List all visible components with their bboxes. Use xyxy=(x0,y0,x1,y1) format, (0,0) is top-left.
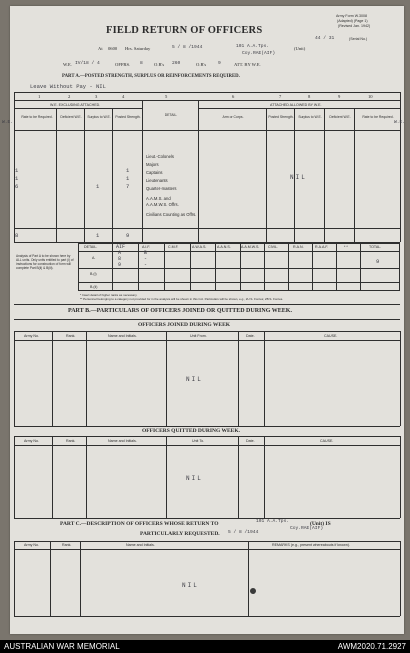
analysis-col-aamws: A.A.M.W.S. xyxy=(241,245,260,249)
col-number-7: 7 xyxy=(279,94,282,99)
joined-col-name: Name and Initials. xyxy=(108,334,137,338)
part-c-nil: NIL xyxy=(182,582,199,589)
analysis-col-aans: A.A.N.S. xyxy=(217,245,231,249)
analysis-col-cmf: C.M.F. xyxy=(168,245,179,249)
analysis-col-ran: R.A.N. xyxy=(293,245,304,249)
part-c-unit: 101 A.A.Tps. xyxy=(256,519,290,524)
quitted-col-cause: CAUSE. xyxy=(320,439,334,443)
header-posted-strength: Posted Strength. xyxy=(115,115,141,119)
joined-col-unit-from: Unit From. xyxy=(190,334,207,338)
analysis-col-total: TOTAL. xyxy=(369,245,382,249)
analysis-total-value: 9 xyxy=(376,258,380,265)
rank-aamws: A.A.M.W.S. Offrs. xyxy=(146,202,179,207)
or-label-2: O.R's xyxy=(196,62,207,67)
header-posted-strength-2: Posted Strength. xyxy=(268,115,294,119)
header-surplus: Surplus to W.E. xyxy=(87,115,111,119)
analysis-row-bii: B.(ii) xyxy=(90,285,98,289)
attached-nil: NIL xyxy=(290,174,307,181)
hrs-label: Hrs. Saturday xyxy=(125,46,151,51)
header-rate-required: Rate to be Required. xyxy=(21,115,53,119)
surplus-value-1: 1 xyxy=(96,183,100,190)
analysis-detail-label: DETAIL. xyxy=(84,245,98,249)
analysis-b-letter: B xyxy=(144,250,148,256)
part-c-title-b: (Unit) IS xyxy=(310,521,331,527)
analysis-col-civil: CIVIL. xyxy=(268,245,278,249)
unit-value: 101 A.A.Tps. xyxy=(236,44,270,49)
ink-blot xyxy=(250,588,256,594)
date-value: 5 / 8 /1944 xyxy=(172,45,203,50)
header-deficient-2: Deficient W.E. xyxy=(329,115,351,119)
unit-label: (Unit) xyxy=(294,46,306,51)
header-deficient: Deficient W.E. xyxy=(60,115,82,119)
offrs-label: OFFRS. xyxy=(115,62,131,67)
quitted-col-rank: Rank. xyxy=(66,439,76,443)
rank-lieutenants: Lieutenants xyxy=(146,178,168,183)
analysis-col-aif: A.I.F. xyxy=(142,245,151,249)
analysis-a-dash: - xyxy=(144,256,148,262)
posted-value-3: 7 xyxy=(126,183,130,190)
caption-left: AUSTRALIAN WAR MEMORIAL xyxy=(4,642,120,651)
rank-lieut-colonels: Lieut.-Colonels xyxy=(146,154,174,159)
part-c-title: PART C.—DESCRIPTION OF OFFICERS WHOSE RETURN TO xyxy=(60,521,219,527)
form-id-line2: (Adapted) (Page 1) xyxy=(337,19,368,23)
unit-sub-value: Coy.RAE(AIF) xyxy=(242,51,276,56)
header-rate-required-2: Rate to be Required. xyxy=(362,115,394,119)
analysis-row-bi: B.(i) xyxy=(90,272,97,276)
part-c-col-army-no: Army No. xyxy=(24,543,39,547)
analysis-row-a: A. xyxy=(92,256,96,260)
col1-value-2: 1 xyxy=(15,175,19,182)
rank-aams: A.A.M.S. and xyxy=(146,196,171,201)
attached-allowed-header: ATTACHED ALLOWED BY W.E. xyxy=(270,103,322,107)
posted-value-2: 1 xyxy=(126,175,130,182)
or2-value: 9 xyxy=(218,61,221,66)
analysis-b-dash: - xyxy=(144,262,148,268)
quitted-col-army-no: Army No. xyxy=(24,439,39,443)
page-title: FIELD RETURN OF OFFICERS xyxy=(106,25,263,36)
part-c-col-name: Name and Initials. xyxy=(126,543,155,547)
rank-civilians: Civilians Counting as Offrs. xyxy=(146,212,197,217)
part-c-particularly: PARTICULARLY REQUESTED. xyxy=(140,531,220,537)
form-id-line3: (Revised Jan. 1942) xyxy=(338,24,371,28)
footnote-2: ** Personnel belonging to a category not provided for in the analysis will be shown in this Col. Particulars will be shown, e.g., 2U.S. Forces; 2B.S. Forces. xyxy=(80,297,284,301)
part-b-title: PART B.—PARTICULARS OF OFFICERS JOINED OR QUITTED DURING WEEK. xyxy=(68,308,292,314)
joined-col-cause: CAUSE. xyxy=(324,334,338,338)
rank-captains: Captains xyxy=(146,170,163,175)
rank-quarter-masters: Quarter-masters xyxy=(146,186,177,191)
or-value: 260 xyxy=(172,61,181,66)
caption-right: AWM2020.71.2927 xyxy=(337,642,406,651)
total-col1: 8 xyxy=(15,232,19,239)
analysis-b-aif: 9 xyxy=(118,262,122,268)
att-label: ATT. BY W.E. xyxy=(234,62,261,67)
header-arm-corps: Arm or Corps. xyxy=(222,115,244,119)
analysis-col-raaf: R.A.A.F. xyxy=(315,245,329,249)
col-number-9: 9 xyxy=(338,94,341,99)
joined-col-rank: Rank. xyxy=(66,334,76,338)
analysis-note: Analysis of Part A to be shown here by ALL units. Only units entitled to part (i) of instructions for construction of form will complete Part B(ii) & B(iii). xyxy=(16,254,74,270)
quitted-col-unit-to: Unit To. xyxy=(192,439,205,443)
col-number-10: 10 xyxy=(368,94,373,99)
analysis-a-aif: 8 xyxy=(118,256,122,262)
col-number-3: 3 xyxy=(95,94,98,99)
we-excluding-header: W.E. EXCLUDING ATTACHED. xyxy=(50,103,101,107)
margin-we-left: W.E. xyxy=(2,120,14,125)
header-surplus-2: Surplus to W.E. xyxy=(298,115,322,119)
serial-label: (Serial No.) xyxy=(349,37,368,41)
analysis-col-aif-typed: AIF xyxy=(116,244,126,250)
at-label: At xyxy=(98,46,103,51)
rank-majors: Majors xyxy=(146,162,159,167)
we-label: W.E. xyxy=(63,62,73,67)
header-detail: DETAIL. xyxy=(164,113,178,117)
part-c-unit-sub: Coy.RAE(AIF) xyxy=(290,526,324,531)
part-c-col-remarks: REMARKS (e.g., present whereabouts if known). xyxy=(272,543,350,547)
total-col3: 1 xyxy=(96,232,100,239)
col-number-1: 1 xyxy=(38,94,41,99)
document-page xyxy=(2,6,406,634)
joined-title: OFFICERS JOINED DURING WEEK xyxy=(138,322,231,328)
offrs-value: 8 xyxy=(140,61,143,66)
we-value: IV/18 / 4 xyxy=(75,61,100,66)
quitted-nil: NIL xyxy=(186,475,203,482)
serial-number: 44 / 31 xyxy=(315,36,335,41)
footnote-1: * Insert detail of higher ranks as necessary. xyxy=(80,293,138,297)
time-value: 0600 xyxy=(108,46,118,51)
form-id-line1: Army Form W.3008 xyxy=(336,14,367,18)
quitted-col-name: Name and Initials. xyxy=(108,439,137,443)
col-number-6: 6 xyxy=(232,94,235,99)
or-label: O.R's xyxy=(154,62,165,67)
analysis-col-other: * * xyxy=(344,245,348,249)
col-number-5: 5 xyxy=(165,94,168,99)
quitted-title: OFFICERS QUITTED DURING WEEK. xyxy=(142,428,240,434)
analysis-a-letter: A xyxy=(118,250,122,256)
col-number-2: 2 xyxy=(68,94,71,99)
posted-value-1: 1 xyxy=(126,167,130,174)
col-number-8: 8 xyxy=(308,94,311,99)
caption-bar xyxy=(0,640,410,653)
joined-col-date: Date. xyxy=(246,334,255,338)
margin-we-right: W.E. xyxy=(394,120,406,125)
quitted-col-date: Date. xyxy=(246,439,255,443)
joined-col-army-no: Army No. xyxy=(24,334,39,338)
joined-nil: NIL xyxy=(186,376,203,383)
part-a-title: PART A.—POSTED STRENGTH, SURPLUS OR REINFORCEMENTS REQUIRED. xyxy=(62,74,240,79)
analysis-col-awas: A.W.A.S. xyxy=(192,245,207,249)
col1-value-1: 1 xyxy=(15,167,19,174)
col1-value-3: 6 xyxy=(15,183,19,190)
total-col4: 9 xyxy=(126,232,130,239)
col-number-4: 4 xyxy=(122,94,125,99)
part-c-col-rank: Rank. xyxy=(62,543,72,547)
part-c-date: 5 / 8 /1944 xyxy=(228,530,259,535)
leave-note: Leave Without Pay - NIL xyxy=(30,83,106,90)
